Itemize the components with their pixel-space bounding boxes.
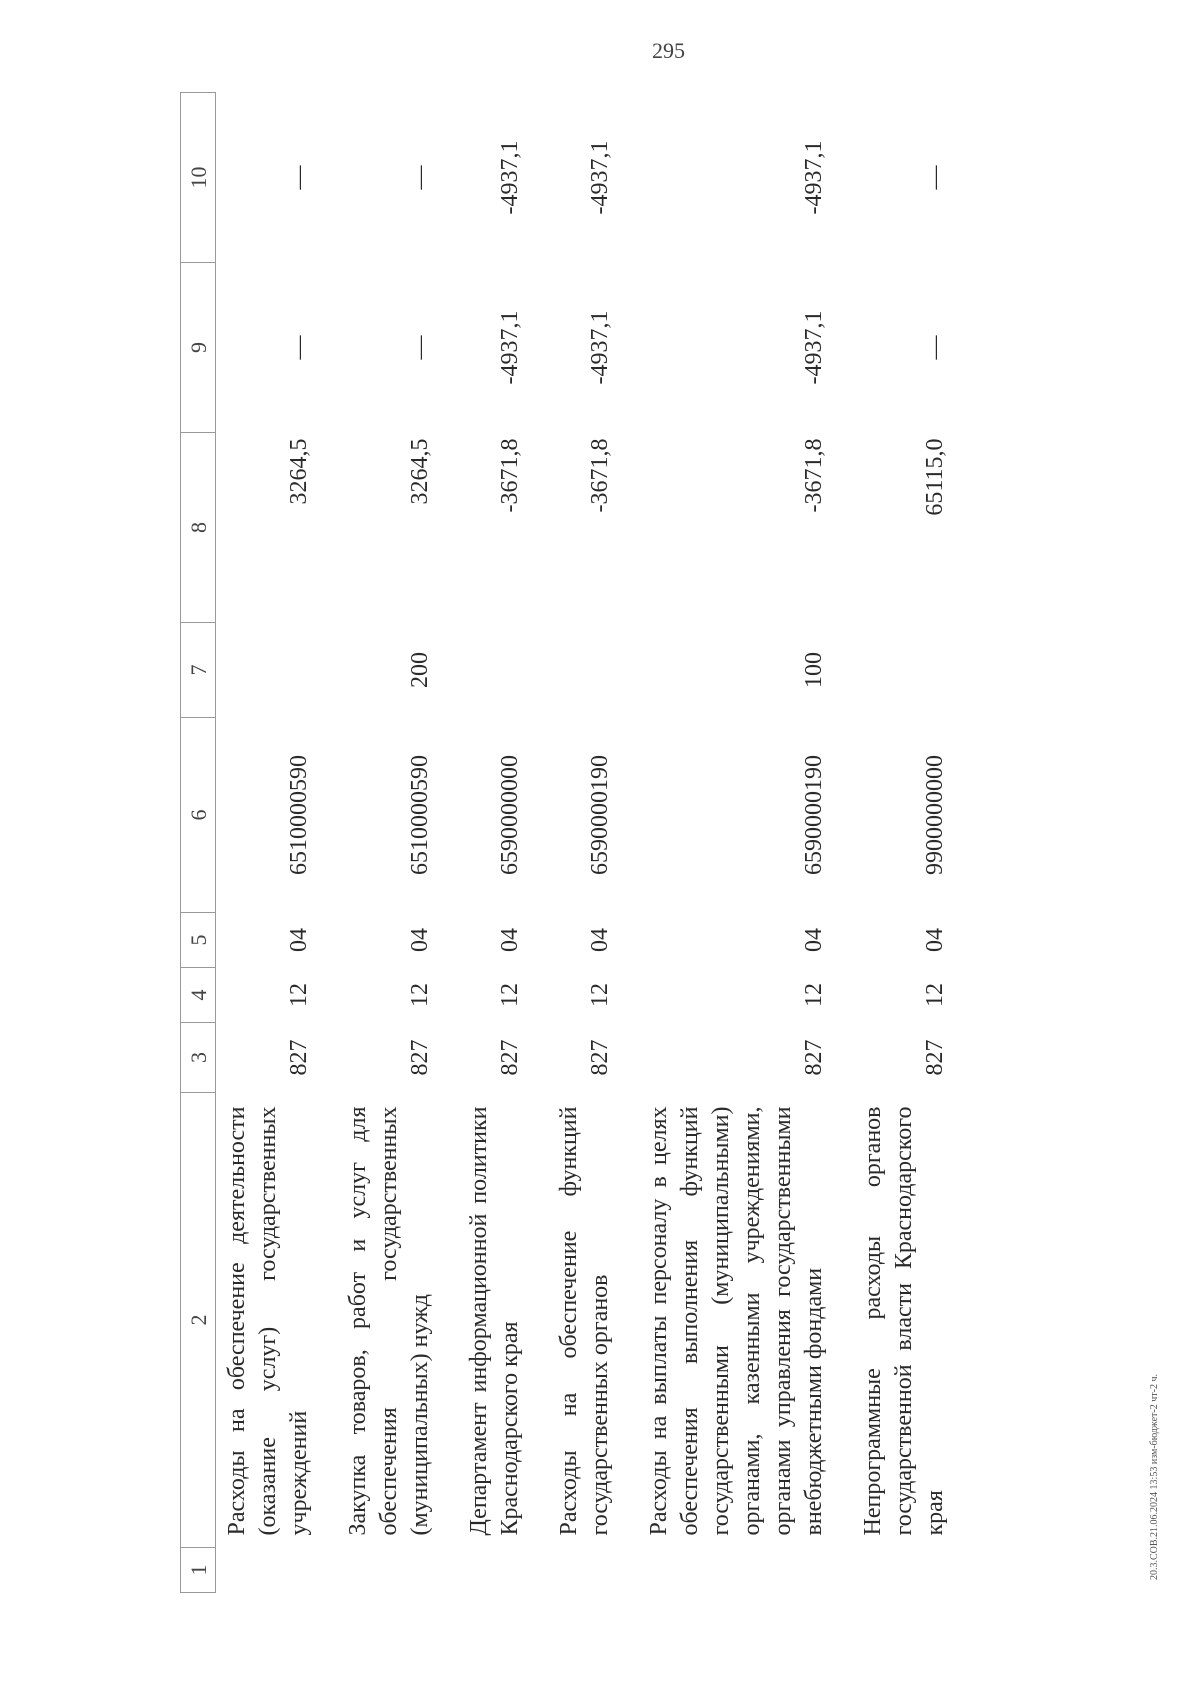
amount-cell: 3264,5 — [286, 438, 312, 505]
ministry-code-cell: 827 — [407, 1039, 433, 1076]
amount-cell: -4937,1 — [587, 310, 613, 385]
item-name-cell: Расходы на обеспечение деятельности (оказание услуг) государственных учреждений — [224, 1106, 312, 1536]
amount-cell: — — [407, 165, 433, 190]
expense-type-cell — [852, 623, 973, 718]
column-header: 1 — [181, 1548, 216, 1593]
expense-type-cell — [548, 623, 638, 718]
column-header: 8 — [181, 433, 216, 623]
subsection-code-cell: 04 — [922, 928, 948, 952]
rotated-table-wrapper — [180, 93, 948, 1593]
table-row — [337, 93, 458, 1593]
table-row — [638, 93, 852, 1593]
item-name-cell: Расходы на выплаты персоналу в целях обеспечения выполнения функций государственными (муниципальными) органами, казенными учреждениями, органами управления государственными внебюджетными фондами — [646, 1106, 827, 1536]
amount-cell: -4937,1 — [801, 140, 827, 215]
footer-stamp: 20.3.COB.21.06.2024 13:53 изм-бюджет-2 чт-2 ч. — [1149, 1374, 1160, 1580]
subsection-code-cell: 04 — [801, 928, 827, 952]
amount-cell: -3671,8 — [587, 438, 613, 513]
table-row — [548, 93, 638, 1593]
target-article-cell: 6590000190 — [587, 755, 613, 875]
ministry-code-cell: 827 — [497, 1039, 523, 1076]
target-article-cell: 6590000190 — [801, 755, 827, 875]
table-row — [216, 93, 338, 1593]
row-number-cell — [548, 1548, 638, 1593]
ministry-code-cell: 827 — [801, 1039, 827, 1076]
amount-cell: -4937,1 — [497, 140, 523, 215]
subsection-code-cell: 04 — [407, 928, 433, 952]
column-header: 5 — [181, 913, 216, 968]
ministry-code-cell: 827 — [922, 1039, 948, 1076]
budget-table — [180, 92, 973, 1593]
column-header: 7 — [181, 623, 216, 718]
amount-cell: -4937,1 — [801, 310, 827, 385]
column-header: 3 — [181, 1023, 216, 1093]
row-number-cell — [337, 1548, 458, 1593]
amount-cell: -3671,8 — [801, 438, 827, 513]
item-name-cell: Непрограммные расходы органов государственной власти Краснодарского края — [860, 1106, 948, 1536]
column-header: 4 — [181, 968, 216, 1023]
amount-cell: -4937,1 — [497, 310, 523, 385]
subsection-code-cell: 04 — [587, 928, 613, 952]
amount-cell: — — [286, 165, 312, 190]
section-code-cell: 12 — [407, 983, 433, 1007]
expense-type-cell — [458, 623, 548, 718]
target-article-cell: 9900000000 — [922, 755, 948, 875]
column-header: 9 — [181, 263, 216, 433]
page-number: 295 — [652, 38, 685, 63]
subsection-code-cell: 04 — [286, 928, 312, 952]
section-code-cell: 12 — [286, 983, 312, 1007]
header-row — [181, 93, 216, 1593]
target-article-cell: 6590000000 — [497, 755, 523, 875]
item-name-cell: Департамент информационной политики Краснодарского края — [466, 1106, 523, 1536]
target-article-cell: 6510000590 — [407, 755, 433, 875]
row-number-cell — [638, 1548, 852, 1593]
expense-type-cell: 100 — [801, 652, 827, 688]
section-code-cell: 12 — [801, 983, 827, 1007]
ministry-code-cell: 827 — [587, 1039, 613, 1076]
section-code-cell: 12 — [922, 983, 948, 1007]
amount-cell: — — [286, 335, 312, 360]
amount-cell: 3264,5 — [407, 438, 433, 505]
amount-cell: 65115,0 — [922, 438, 948, 516]
section-code-cell: 12 — [587, 983, 613, 1007]
item-name-cell: Расходы на обеспечение функций государственных органов — [556, 1106, 613, 1536]
expense-type-cell: 200 — [407, 652, 433, 688]
amount-cell: -3671,8 — [497, 438, 523, 513]
column-header: 6 — [181, 718, 216, 913]
ministry-code-cell: 827 — [286, 1039, 312, 1076]
subsection-code-cell: 04 — [497, 928, 523, 952]
table-row — [852, 93, 973, 1593]
amount-cell: — — [407, 335, 433, 360]
amount-cell: — — [922, 335, 948, 360]
column-header: 2 — [181, 1093, 216, 1548]
expense-type-cell — [216, 623, 338, 718]
row-number-cell — [216, 1548, 338, 1593]
column-header: 10 — [181, 93, 216, 263]
amount-cell: -4937,1 — [587, 140, 613, 215]
item-name-cell: Закупка товаров, работ и услуг для обеспечения государственных (муниципальных) нужд — [345, 1106, 433, 1536]
section-code-cell: 12 — [497, 983, 523, 1007]
amount-cell: — — [922, 165, 948, 190]
row-number-cell — [458, 1548, 548, 1593]
target-article-cell: 6510000590 — [286, 755, 312, 875]
row-number-cell — [852, 1548, 973, 1593]
table-row — [458, 93, 548, 1593]
